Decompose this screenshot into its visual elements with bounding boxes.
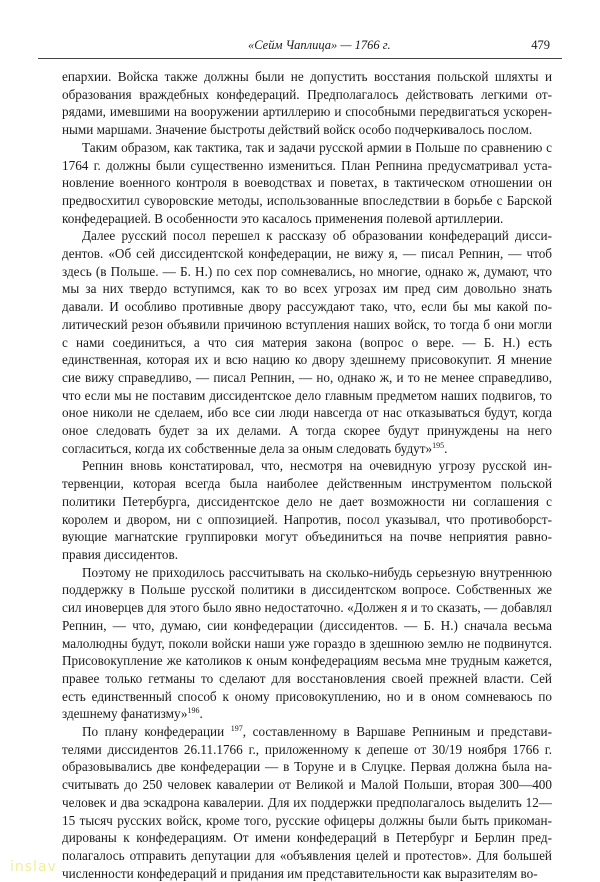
text-run: Таким образом, как тактика, так и задачи русской армии в Польше по сравнению с 1764 г. должны были существенно измениться. План Репнина предусматривал установление военного контроля в воеводствах и поветах, в тактическом отношении он предвосхитил суворовские методы, использованные впоследствии в борьбе с Барской конфедерацией. В особенности это касалось применения полевой артиллерии. (62, 139, 552, 226)
text-run: Репнин вновь констатировал, что, несмотря на очевидную угрозу русской интервенции, которая всегда была наиболее действенным инструментом польской политики Петербурга, диссидентское дело не дает возможности ни соглашения с королем и двором, ни с оппозицией. Напротив, посол указывал, что противоборствующие магнатские группировки могут объединиться на почве неприятия равноправия диссидентов. (62, 458, 552, 562)
footnote-ref: 197 (230, 724, 243, 734)
text-run: Поэтому не приходилось рассчитывать на сколько-нибудь серьезную внутреннюю поддержку в Польше русской политики в диссидентском вопросе. Собственных же сил иноверцев для этого было явно недостаточно. «Должен я и то сказать, — добавлял Репнин, — что, думаю, сии конфедерации (диссидентов. — Б. Н.) сначала весьма малолюдны будут, поколи войски наши уже гораздо в здешнюю землю не подвинутся. Присовокупление же католиков к оным конфедерациям весьма мне трудным кажется, правее только гетманы то сделают для восстановления своей прежней власти. Сей есть единственный способ к оному присовокуплению, но и в оном сомневаюсь по здешнему фанатизму» (62, 564, 552, 722)
text-run: По плану конфедерации (82, 724, 231, 740)
paragraph (62, 457, 552, 563)
page-number: 479 (531, 38, 550, 52)
text-run: , составленному в Варшаве Репниным и представителями диссидентов 26.11.1766 г., приложенному к депеше от 30/19 ноября 1766 г. образовывались две конфедерации — в Торуне и в Слуцке. Первая должна была насчитывать до 250 человек кавалерии от Великой и Малой Польши, вторая 300—400 человек и два эскадрона кавалерии. Для их поддержки предполагалось выделить 12— 15 тысяч русских войск, кроме того, русские офицеры должны были быть прикомандированы к конфедерациям. От имени конфедераций в Петербург и Берлин предполагалось отправить депутации для «объявления целей и протестов». Для большей численности конфедераций и придания им представительности как выразителям во- (62, 724, 553, 881)
running-title: «Сейм Чаплица» — 1766 г. (248, 38, 391, 52)
paragraph (62, 68, 552, 139)
text-run: епархии. Войска также должны были не допустить восстания польской шляхты и образования враждебных конфедераций. Предполагалось действовать легкими отрядами, имевшими на вооружении артиллерию и способными передвигаться ускоренными маршами. Значение быстроты действий войск особо подчеркивалось послом. (62, 69, 552, 138)
text-run: . (199, 706, 203, 722)
main-text (62, 68, 552, 882)
paragraph (62, 139, 552, 228)
paragraph (62, 723, 552, 882)
text-run: . (444, 440, 448, 456)
watermark: inslav (10, 859, 57, 875)
paragraph (62, 564, 552, 723)
text-run: Далее русский посол перешел к рассказу об образовании конфедераций диссидентов. «Об сей диссидентской конфедерации, не вижу я, — писал Репнин, — чтоб здесь (в Польше. — Б. Н.) по сех пор сомневались, но многие, однако ж, думают, что мы за них твердо вступимся, как то во всех угрозах им пред сим довольно знать давали. И особливо противные двору рассуждают тако, что, если бы мы какой политический резон объявили причиною вступления наших войск, то тогда б они могли с нами соединиться, а что сия материя закона (вопрос о вере. — Б. Н.) есть единственная, которая их и всю нацию ко двору здешнему присовокупит. Я мнение сие вижу справедливо, — писал Репнин, — но, однако ж, и то не менее справедливо, что если мы не поставим диссидентское дело главным предметом наших подвигов, то оное николи не сделаем, ибо все сии люди навсегда от нас отказываться будут, когда оное следовать будет за их делами. А тогда скорее будут принуждены на него согласиться, когда их собственные дела за оным следовать будут» (62, 228, 552, 456)
paragraph (62, 227, 552, 457)
footnote-ref: 195 (432, 440, 445, 450)
running-header (38, 36, 562, 59)
footnote-ref: 196 (187, 706, 200, 716)
